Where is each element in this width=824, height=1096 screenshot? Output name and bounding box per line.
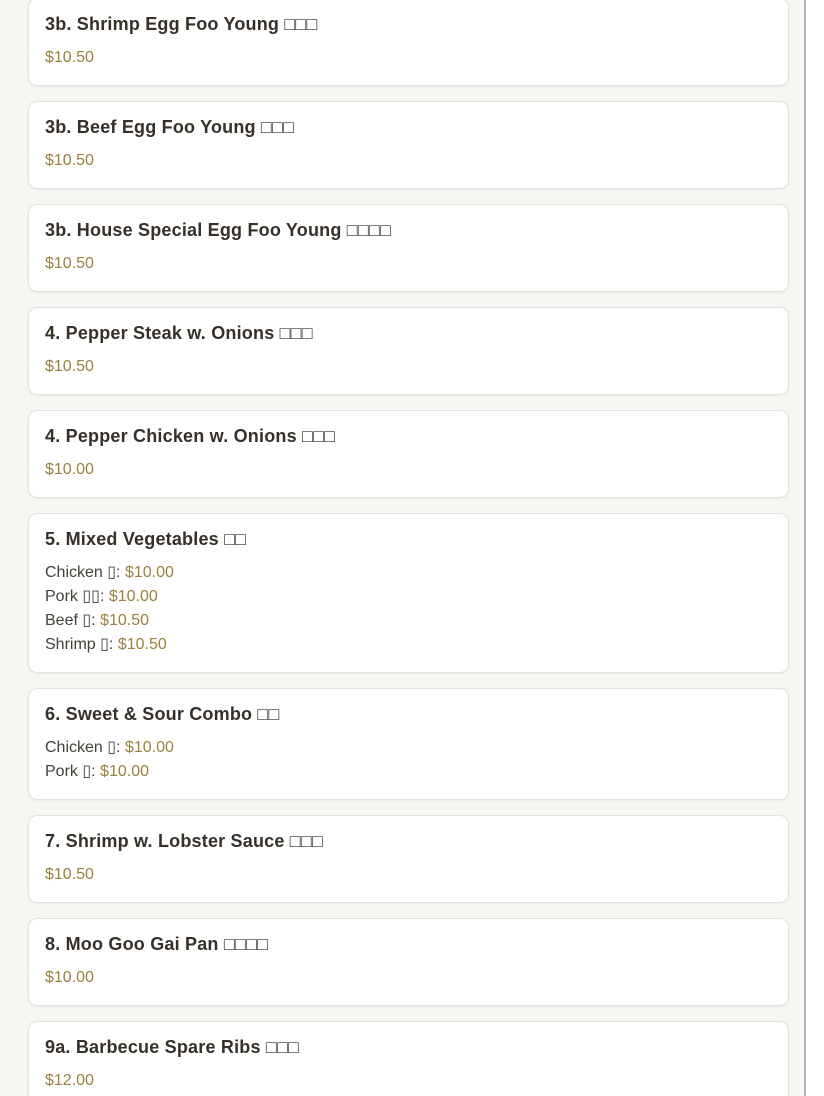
variant-label: Beef ▯: (45, 612, 96, 629)
menu-item-card[interactable] (28, 204, 789, 292)
menu-item-price: $10.00 (45, 461, 94, 478)
variant-label: Chicken ▯: (45, 739, 121, 756)
variant-row (45, 633, 772, 657)
menu-item-price: $10.00 (45, 969, 94, 986)
menu-item-title: 6. Sweet & Sour Combo □□ (45, 704, 280, 724)
variant-label: Pork ▯▯: (45, 588, 105, 605)
menu-item-card[interactable] (28, 410, 789, 498)
menu-item-variants (45, 561, 772, 657)
menu-item-card[interactable] (28, 0, 789, 86)
menu-item-card[interactable] (28, 688, 789, 800)
variant-row (45, 760, 772, 784)
variant-price: $10.00 (124, 564, 174, 581)
menu-item-title: 8. Moo Goo Gai Pan □□□□ (45, 934, 269, 954)
variant-row (45, 585, 772, 609)
menu-item-price: $10.50 (45, 255, 94, 272)
menu-item-title: 4. Pepper Steak w. Onions □□□ (45, 323, 313, 343)
menu-item-card[interactable] (28, 101, 789, 189)
menu-item-card[interactable] (28, 513, 789, 673)
scrollbar-track[interactable] (808, 0, 824, 1096)
variant-row (45, 561, 772, 585)
variant-row (45, 609, 772, 633)
variant-price: $10.00 (108, 588, 158, 605)
variant-label: Pork ▯: (45, 763, 96, 780)
menu-item-card[interactable] (28, 918, 789, 1006)
menu-item-title: 3b. Shrimp Egg Foo Young □□□ (45, 14, 318, 34)
variant-price: $10.50 (100, 612, 149, 629)
menu-item-price: $10.50 (45, 866, 94, 883)
variant-label: Chicken ▯: (45, 564, 121, 581)
menu-item-title: 5. Mixed Vegetables □□ (45, 529, 247, 549)
variant-price: $10.00 (100, 763, 149, 780)
menu-item-card[interactable] (28, 815, 789, 903)
variant-price: $10.00 (124, 739, 174, 756)
menu-item-price: $10.50 (45, 49, 94, 66)
menu-item-title: 4. Pepper Chicken w. Onions □□□ (45, 426, 336, 446)
menu-item-price: $10.50 (45, 152, 94, 169)
menu-item-card[interactable] (28, 1021, 789, 1096)
menu-item-card[interactable] (28, 307, 789, 395)
menu-item-title: 3b. Beef Egg Foo Young □□□ (45, 117, 295, 137)
variant-label: Shrimp ▯: (45, 636, 114, 653)
menu-item-price: $10.50 (45, 358, 94, 375)
menu-item-title: 9a. Barbecue Spare Ribs □□□ (45, 1037, 300, 1057)
variant-price: $10.50 (117, 636, 167, 653)
menu-item-title: 7. Shrimp w. Lobster Sauce □□□ (45, 831, 324, 851)
menu-item-price: $12.00 (45, 1072, 94, 1089)
variant-row (45, 736, 772, 760)
menu-item-variants (45, 736, 772, 784)
menu-item-title: 3b. House Special Egg Foo Young □□□□ (45, 220, 392, 240)
